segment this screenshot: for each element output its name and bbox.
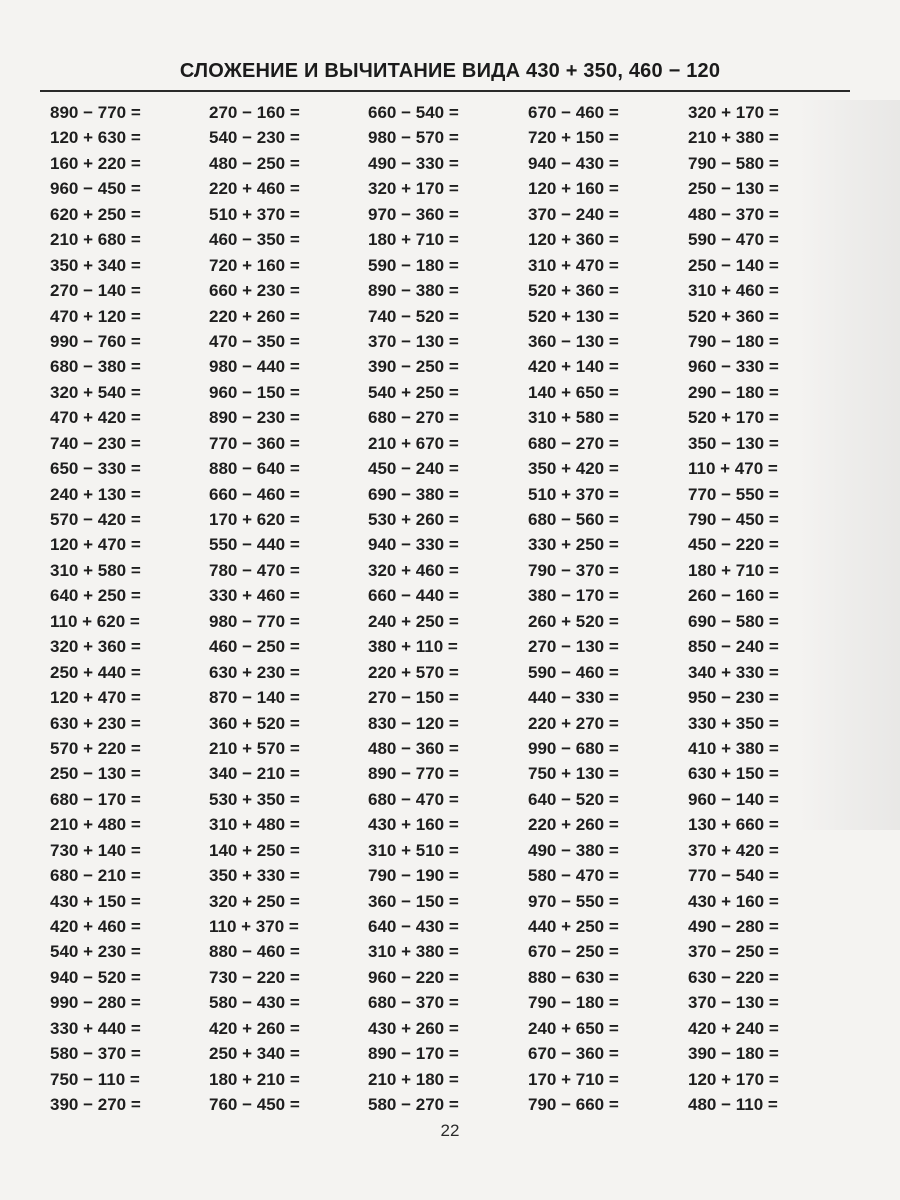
exercise-item: 520 + 360 =: [528, 281, 619, 301]
exercise-item: 790 − 180 =: [528, 993, 619, 1013]
exercise-item: 780 − 470 =: [209, 560, 300, 580]
exercise-item: 250 − 130 =: [688, 179, 779, 199]
exercise-item: 650 − 330 =: [50, 459, 141, 479]
exercise-item: 580 − 470 =: [528, 866, 619, 886]
exercise-item: 250 − 140 =: [688, 255, 779, 275]
exercise-item: 330 + 350 =: [688, 713, 779, 733]
exercise-item: 120 + 160 =: [528, 179, 619, 199]
exercise-item: 680 − 380 =: [50, 357, 141, 377]
exercise-item: 660 − 540 =: [368, 103, 459, 122]
exercise-item: 530 + 350 =: [209, 789, 300, 809]
exercise-item: 240 + 650 =: [528, 1018, 619, 1038]
exercise-item: 240 + 250 =: [368, 611, 459, 631]
exercise-item: 680 − 370 =: [368, 993, 459, 1013]
exercise-item: 880 − 460 =: [209, 942, 300, 962]
exercise-item: 120 + 470 =: [50, 535, 141, 555]
exercise-item: 640 + 250 =: [50, 586, 141, 606]
exercise-item: 790 − 190 =: [368, 866, 459, 886]
exercise-item: 220 + 260 =: [209, 306, 300, 326]
exercise-item: 690 − 380 =: [368, 484, 459, 504]
exercise-item: 440 − 330 =: [528, 688, 619, 708]
exercise-item: 430 + 150 =: [50, 891, 141, 911]
exercise-item: 490 − 280 =: [688, 917, 779, 936]
exercise-item: 350 + 330 =: [209, 866, 300, 886]
exercise-item: 890 − 170 =: [368, 1044, 459, 1064]
exercise-item: 850 − 240 =: [688, 637, 779, 657]
exercise-item: 310 + 470 =: [528, 255, 619, 275]
exercise-item: 360 + 520 =: [209, 713, 300, 733]
exercise-item: 350 − 130 =: [688, 433, 779, 453]
exercise-item: 390 − 270 =: [50, 1095, 141, 1115]
exercise-item: 480 − 370 =: [688, 204, 779, 224]
exercise-item: 740 − 230 =: [50, 433, 141, 453]
exercise-column-2: [209, 100, 300, 1118]
exercise-item: 480 − 250 =: [209, 153, 300, 173]
exercise-item: 420 + 460 =: [50, 917, 141, 936]
exercise-item: 310 + 580 =: [528, 408, 619, 428]
exercise-item: 440 + 250 =: [528, 917, 619, 936]
exercise-item: 680 − 210 =: [50, 866, 141, 886]
exercise-item: 120 + 360 =: [528, 230, 619, 250]
exercise-item: 670 − 460 =: [528, 103, 619, 122]
exercise-item: 110 + 620 =: [50, 611, 140, 631]
exercise-item: 960 − 220 =: [368, 967, 459, 987]
exercise-item: 750 − 110 =: [50, 1069, 140, 1089]
exercise-item: 380 + 110 =: [368, 637, 458, 657]
show-through-shadow: [800, 100, 900, 830]
exercise-item: 370 + 420 =: [688, 840, 779, 860]
exercise-item: 310 + 460 =: [688, 281, 779, 301]
exercise-item: 120 + 470 =: [50, 688, 141, 708]
exercise-item: 340 + 330 =: [688, 662, 779, 682]
exercise-item: 580 − 430 =: [209, 993, 300, 1013]
exercise-item: 340 − 210 =: [209, 764, 300, 784]
exercise-item: 690 − 580 =: [688, 611, 779, 631]
exercise-item: 320 + 460 =: [368, 560, 459, 580]
exercise-item: 220 + 570 =: [368, 662, 459, 682]
exercise-item: 330 + 440 =: [50, 1018, 141, 1038]
exercise-item: 330 + 460 =: [209, 586, 300, 606]
exercise-item: 770 − 550 =: [688, 484, 779, 504]
exercise-item: 640 − 520 =: [528, 789, 619, 809]
exercise-item: 480 − 360 =: [368, 738, 459, 758]
exercise-item: 480 − 110 =: [688, 1095, 778, 1115]
exercise-item: 960 − 450 =: [50, 179, 141, 199]
exercise-item: 530 + 260 =: [368, 510, 459, 529]
exercise-item: 790 − 580 =: [688, 153, 779, 173]
exercise-item: 220 + 460 =: [209, 179, 300, 199]
exercise-item: 170 + 620 =: [209, 510, 300, 529]
exercise-item: 260 − 160 =: [688, 586, 779, 606]
exercise-item: 370 − 130 =: [688, 993, 779, 1013]
exercise-item: 730 + 140 =: [50, 840, 141, 860]
exercise-item: 670 − 250 =: [528, 942, 619, 962]
exercise-item: 220 + 260 =: [528, 815, 619, 835]
exercise-item: 630 − 220 =: [688, 967, 779, 987]
exercise-item: 570 − 420 =: [50, 510, 141, 529]
exercise-item: 260 + 520 =: [528, 611, 619, 631]
exercise-item: 250 + 440 =: [50, 662, 141, 682]
exercise-item: 580 − 370 =: [50, 1044, 141, 1064]
exercise-item: 170 + 710 =: [528, 1069, 619, 1089]
exercise-item: 380 − 170 =: [528, 586, 619, 606]
exercise-item: 720 + 150 =: [528, 128, 619, 148]
exercise-item: 370 − 240 =: [528, 204, 619, 224]
exercise-column-1: [50, 100, 141, 1118]
exercise-item: 790 − 180 =: [688, 331, 779, 351]
exercise-item: 270 − 130 =: [528, 637, 619, 657]
exercise-item: 490 − 380 =: [528, 840, 619, 860]
exercise-item: 980 − 440 =: [209, 357, 300, 377]
exercise-item: 210 + 380 =: [688, 128, 779, 148]
exercise-item: 320 + 170 =: [368, 179, 459, 199]
exercise-item: 470 − 350 =: [209, 331, 300, 351]
exercise-item: 270 − 140 =: [50, 281, 141, 301]
exercise-column-3: [368, 100, 459, 1118]
exercise-item: 450 − 240 =: [368, 459, 459, 479]
exercise-item: 740 − 520 =: [368, 306, 459, 326]
exercise-item: 420 + 140 =: [528, 357, 619, 377]
exercise-item: 680 − 560 =: [528, 510, 619, 529]
exercise-item: 270 − 150 =: [368, 688, 459, 708]
exercise-item: 970 − 550 =: [528, 891, 619, 911]
exercise-item: 180 + 210 =: [209, 1069, 300, 1089]
exercise-item: 430 + 160 =: [688, 891, 779, 911]
page-number: 22: [440, 1121, 460, 1140]
exercise-item: 110 + 470 =: [688, 459, 778, 479]
exercise-item: 420 + 260 =: [209, 1018, 300, 1038]
exercise-item: 890 − 770 =: [50, 103, 141, 122]
exercise-item: 730 − 220 =: [209, 967, 300, 987]
exercise-item: 870 − 140 =: [209, 688, 300, 708]
exercise-item: 250 + 340 =: [209, 1044, 300, 1064]
exercise-item: 510 + 370 =: [528, 484, 619, 504]
exercise-item: 540 + 250 =: [368, 382, 459, 402]
exercise-item: 680 − 470 =: [368, 789, 459, 809]
exercise-item: 470 + 420 =: [50, 408, 141, 428]
exercise-item: 350 + 340 =: [50, 255, 141, 275]
exercise-item: 680 − 170 =: [50, 789, 141, 809]
exercise-item: 420 + 240 =: [688, 1018, 779, 1038]
exercise-item: 470 + 120 =: [50, 306, 141, 326]
exercise-item: 290 − 180 =: [688, 382, 779, 402]
exercise-item: 140 + 650 =: [528, 382, 619, 402]
exercise-item: 210 + 570 =: [209, 738, 300, 758]
exercise-item: 970 − 360 =: [368, 204, 459, 224]
exercise-item: 120 + 630 =: [50, 128, 141, 148]
exercise-item: 790 − 660 =: [528, 1095, 619, 1115]
exercise-item: 990 − 680 =: [528, 738, 619, 758]
exercise-item: 630 + 230 =: [209, 662, 300, 682]
exercise-item: 430 + 260 =: [368, 1018, 459, 1038]
exercise-item: 980 − 570 =: [368, 128, 459, 148]
exercise-item: 680 − 270 =: [528, 433, 619, 453]
exercise-item: 210 + 670 =: [368, 433, 459, 453]
exercise-item: 580 − 270 =: [368, 1095, 459, 1115]
exercise-column-4: [528, 100, 619, 1118]
exercise-item: 430 + 160 =: [368, 815, 459, 835]
exercise-item: 250 − 130 =: [50, 764, 141, 784]
exercise-item: 410 + 380 =: [688, 738, 779, 758]
exercise-item: 360 − 130 =: [528, 331, 619, 351]
exercise-item: 550 − 440 =: [209, 535, 300, 555]
exercise-item: 960 − 150 =: [209, 382, 300, 402]
exercise-item: 390 − 180 =: [688, 1044, 779, 1064]
exercise-item: 320 + 170 =: [688, 103, 779, 122]
exercise-item: 520 + 170 =: [688, 408, 779, 428]
exercise-item: 180 + 710 =: [688, 560, 779, 580]
exercise-item: 270 − 160 =: [209, 103, 300, 122]
exercise-item: 320 + 250 =: [209, 891, 300, 911]
exercise-item: 370 − 130 =: [368, 331, 459, 351]
exercise-item: 310 + 510 =: [368, 840, 459, 860]
exercise-item: 640 − 430 =: [368, 917, 459, 936]
exercise-item: 540 − 230 =: [209, 128, 300, 148]
exercise-item: 570 + 220 =: [50, 738, 141, 758]
exercise-item: 310 + 480 =: [209, 815, 300, 835]
exercise-item: 950 − 230 =: [688, 688, 779, 708]
exercise-item: 750 + 130 =: [528, 764, 619, 784]
exercise-item: 890 − 230 =: [209, 408, 300, 428]
exercise-item: 180 + 710 =: [368, 230, 459, 250]
exercise-item: 880 − 640 =: [209, 459, 300, 479]
exercise-item: 760 − 450 =: [209, 1095, 300, 1115]
exercise-item: 360 − 150 =: [368, 891, 459, 911]
exercise-item: 630 + 150 =: [688, 764, 779, 784]
exercise-item: 160 + 220 =: [50, 153, 141, 173]
exercise-item: 770 − 360 =: [209, 433, 300, 453]
exercise-item: 540 + 230 =: [50, 942, 141, 962]
exercise-item: 770 − 540 =: [688, 866, 779, 886]
exercise-item: 520 + 360 =: [688, 306, 779, 326]
exercise-item: 980 − 770 =: [209, 611, 300, 631]
exercise-item: 390 − 250 =: [368, 357, 459, 377]
exercise-item: 310 + 380 =: [368, 942, 459, 962]
exercise-column-5: [688, 100, 779, 1118]
exercise-item: 960 − 330 =: [688, 357, 779, 377]
exercise-item: 210 + 480 =: [50, 815, 141, 835]
exercise-item: 220 + 270 =: [528, 713, 619, 733]
exercise-item: 330 + 250 =: [528, 535, 619, 555]
exercise-item: 890 − 380 =: [368, 281, 459, 301]
exercise-item: 210 + 680 =: [50, 230, 141, 250]
exercise-item: 940 − 330 =: [368, 535, 459, 555]
exercise-item: 940 − 520 =: [50, 967, 141, 987]
exercise-item: 110 + 370 =: [209, 917, 299, 936]
exercise-item: 990 − 760 =: [50, 331, 141, 351]
exercise-item: 590 − 460 =: [528, 662, 619, 682]
exercise-item: 890 − 770 =: [368, 764, 459, 784]
exercise-item: 210 + 180 =: [368, 1069, 459, 1089]
exercise-item: 240 + 130 =: [50, 484, 141, 504]
exercise-item: 590 − 180 =: [368, 255, 459, 275]
exercise-item: 140 + 250 =: [209, 840, 300, 860]
exercise-item: 660 + 230 =: [209, 281, 300, 301]
exercise-item: 790 − 370 =: [528, 560, 619, 580]
exercise-item: 670 − 360 =: [528, 1044, 619, 1064]
exercise-item: 320 + 360 =: [50, 637, 141, 657]
exercise-item: 450 − 220 =: [688, 535, 779, 555]
exercise-item: 510 + 370 =: [209, 204, 300, 224]
page-title: СЛОЖЕНИЕ И ВЫЧИТАНИЕ ВИДА 430 + 350, 460 − 120: [179, 60, 721, 82]
exercise-item: 460 − 350 =: [209, 230, 300, 250]
exercise-item: 120 + 170 =: [688, 1069, 779, 1089]
exercise-item: 520 + 130 =: [528, 306, 619, 326]
exercise-item: 620 + 250 =: [50, 204, 141, 224]
exercise-item: 790 − 450 =: [688, 510, 779, 529]
exercise-item: 720 + 160 =: [209, 255, 300, 275]
exercise-item: 590 − 470 =: [688, 230, 779, 250]
exercise-item: 370 − 250 =: [688, 942, 779, 962]
exercise-item: 460 − 250 =: [209, 637, 300, 657]
exercise-item: 880 − 630 =: [528, 967, 619, 987]
exercise-item: 490 − 330 =: [368, 153, 459, 173]
exercise-item: 830 − 120 =: [368, 713, 459, 733]
exercise-item: 320 + 540 =: [50, 382, 141, 402]
exercise-item: 350 + 420 =: [528, 459, 619, 479]
exercise-item: 310 + 580 =: [50, 560, 141, 580]
exercise-item: 630 + 230 =: [50, 713, 141, 733]
exercise-item: 990 − 280 =: [50, 993, 141, 1013]
title-divider: [40, 90, 850, 92]
exercise-item: 960 − 140 =: [688, 789, 779, 809]
exercise-item: 660 − 440 =: [368, 586, 459, 606]
exercise-item: 680 − 270 =: [368, 408, 459, 428]
exercise-item: 660 − 460 =: [209, 484, 300, 504]
exercise-item: 940 − 430 =: [528, 153, 619, 173]
exercise-item: 130 + 660 =: [688, 815, 779, 835]
